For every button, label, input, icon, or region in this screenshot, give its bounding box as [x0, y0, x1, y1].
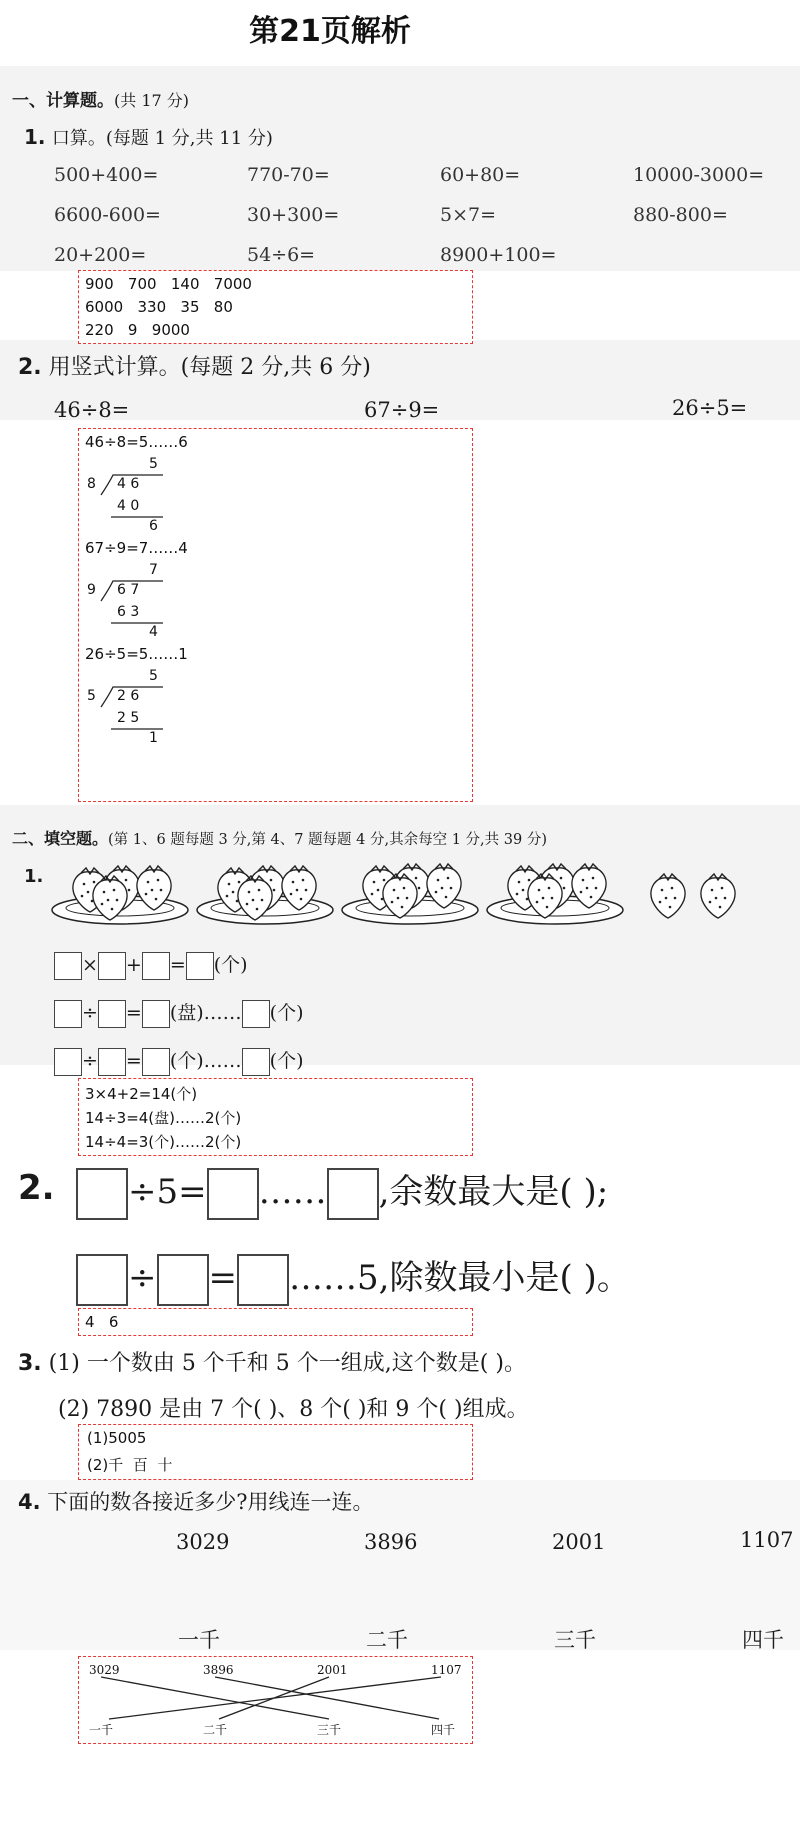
- blank-box[interactable]: [54, 1000, 82, 1028]
- blank-box[interactable]: [98, 952, 126, 980]
- equation-text: ……5,除数最小是( )。: [289, 1258, 631, 1298]
- quotient: 5: [149, 456, 158, 472]
- answer-line: 220 9 9000: [85, 321, 190, 339]
- answer-line: 3×4+2=14(个): [85, 1085, 198, 1103]
- blank-box[interactable]: [242, 1000, 270, 1028]
- blank-box[interactable]: [186, 952, 214, 980]
- dividend: 2 6: [117, 688, 140, 704]
- answer-number: 2001: [317, 1663, 348, 1677]
- blank-box[interactable]: [327, 1168, 379, 1220]
- blank-box[interactable]: [157, 1254, 209, 1306]
- operator: =: [125, 1002, 142, 1024]
- remainder: 4: [149, 624, 158, 640]
- quotient: 5: [149, 668, 158, 684]
- unit-label: (个): [269, 1002, 304, 1024]
- blank-box[interactable]: [207, 1168, 259, 1220]
- mental-item: 5×7=: [440, 204, 497, 226]
- blank-box[interactable]: [76, 1254, 128, 1306]
- box-equation-row-3: [54, 1046, 304, 1076]
- match-number[interactable]: 3029: [176, 1530, 230, 1554]
- box-equation-row-1: [54, 950, 248, 980]
- s1-q2-label: 2. 用竖式计算。(每题 2 分,共 6 分): [18, 355, 371, 380]
- equation-text: ÷: [128, 1258, 157, 1298]
- division-equation: 26÷5=5……1: [85, 645, 188, 663]
- answer-line: 900 700 140 7000: [85, 275, 252, 293]
- s2-q4-label: 4. 下面的数各接近多少?用线连一连。: [18, 1490, 374, 1514]
- section1-header: 一、计算题。(共 17 分): [12, 91, 190, 111]
- match-number[interactable]: 1107: [740, 1528, 794, 1552]
- match-line: [215, 1677, 439, 1719]
- mental-item: 20+200=: [54, 244, 147, 266]
- blank-box[interactable]: [54, 952, 82, 980]
- operator: ÷: [82, 1050, 98, 1072]
- operator: ×: [82, 954, 98, 976]
- section2-header: 二、填空题。(第 1、6 题每题 3 分,第 4、7 题每题 4 分,其余每空 1 分,共 39 分): [12, 829, 547, 848]
- equation-text: =: [208, 1258, 237, 1298]
- division-bracket-icon: [79, 681, 179, 741]
- page-title: 第21页解析: [249, 14, 411, 49]
- match-target[interactable]: 三千: [554, 1628, 596, 1652]
- s2-q3-part1: 3. (1) 一个数由 5 个千和 5 个一组成,这个数是( )。: [18, 1351, 526, 1376]
- unit-label: (个): [269, 1050, 304, 1072]
- blank-box[interactable]: [98, 1048, 126, 1076]
- s2-q2-line1: [76, 1164, 608, 1220]
- answer-line: (1)5005: [87, 1429, 147, 1447]
- s2-q2-line2: [76, 1250, 631, 1306]
- divisor: 9: [87, 582, 96, 598]
- match-target[interactable]: 四千: [742, 1628, 784, 1652]
- equation-text: ÷5=: [128, 1172, 207, 1212]
- unit-label: (盘)……: [169, 1002, 242, 1024]
- product: 6 3: [117, 604, 140, 620]
- blank-box[interactable]: [98, 1000, 126, 1028]
- mental-item: 30+300=: [247, 204, 340, 226]
- blank-box[interactable]: [142, 1000, 170, 1028]
- answer-target: 一千: [89, 1723, 114, 1737]
- product: 4 0: [117, 498, 140, 514]
- mental-item: 6600-600=: [54, 204, 161, 226]
- answer-number: 1107: [431, 1663, 462, 1677]
- equation-text: ,余数最大是( );: [378, 1172, 609, 1212]
- answer-number: 3896: [203, 1663, 234, 1677]
- mental-item: 770-70=: [247, 164, 330, 186]
- answer-line: 14÷4=3(个)……2(个): [85, 1133, 242, 1151]
- division-item: 26÷5=: [672, 396, 748, 420]
- match-number[interactable]: 3896: [364, 1530, 418, 1554]
- remainder: 1: [149, 730, 158, 746]
- divisor: 5: [87, 688, 96, 704]
- operator: =: [169, 954, 186, 976]
- answer-box-s2-q2: [78, 1308, 473, 1336]
- equation-text: ……: [258, 1172, 327, 1212]
- answer-target: 三千: [317, 1723, 342, 1737]
- match-target[interactable]: 二千: [366, 1628, 408, 1652]
- operator: =: [125, 1050, 142, 1072]
- answer-line: 14÷3=4(盘)……2(个): [85, 1109, 242, 1127]
- answer-target: 四千: [431, 1723, 456, 1737]
- division-item: 67÷9=: [364, 398, 440, 422]
- answer-box-s2-q4: [78, 1656, 473, 1744]
- division-bracket-icon: [79, 575, 179, 635]
- unit-label: (个)……: [169, 1050, 242, 1072]
- blank-box[interactable]: [54, 1048, 82, 1076]
- answer-line: 4 6: [85, 1313, 119, 1331]
- division-bracket-icon: [79, 469, 179, 529]
- answer-target: 二千: [203, 1723, 228, 1737]
- mental-item: 880-800=: [633, 204, 728, 226]
- blank-box[interactable]: [142, 952, 170, 980]
- operator: ÷: [82, 1002, 98, 1024]
- answer-line: 6000 330 35 80: [85, 298, 233, 316]
- dividend: 4 6: [117, 476, 140, 492]
- mental-item: 54÷6=: [247, 244, 316, 266]
- mental-item: 8900+100=: [440, 244, 557, 266]
- remainder: 6: [149, 518, 158, 534]
- division-equation: 46÷8=5……6: [85, 433, 188, 451]
- match-number[interactable]: 2001: [552, 1530, 606, 1554]
- strawberry-plates-illustration: [50, 856, 750, 936]
- quotient: 7: [149, 562, 158, 578]
- answer-line: (2)千 百 十: [87, 1456, 173, 1474]
- answer-box-s2-q1: [78, 1078, 473, 1156]
- answer-box-s2-q3: [78, 1424, 473, 1480]
- match-line: [109, 1677, 441, 1719]
- s2-q1-num: 1.: [24, 866, 44, 887]
- matching-lines: [79, 1657, 472, 1743]
- mental-item: 10000-3000=: [633, 164, 765, 186]
- match-line: [101, 1677, 329, 1719]
- division-item: 46÷8=: [54, 398, 130, 422]
- answer-number: 3029: [89, 1663, 120, 1677]
- blank-box[interactable]: [142, 1048, 170, 1076]
- unit-label: (个): [213, 954, 248, 976]
- match-target[interactable]: 一千: [178, 1628, 220, 1652]
- dividend: 6 7: [117, 582, 140, 598]
- product: 2 5: [117, 710, 140, 726]
- s2-q2-num: 2.: [18, 1168, 55, 1208]
- blank-box[interactable]: [237, 1254, 289, 1306]
- division-equation: 67÷9=7……4: [85, 539, 188, 557]
- operator: +: [125, 954, 142, 976]
- divisor: 8: [87, 476, 96, 492]
- mental-item: 60+80=: [440, 164, 521, 186]
- box-equation-row-2: [54, 998, 304, 1028]
- s1-q1-label: 1. 口算。(每题 1 分,共 11 分): [24, 125, 273, 149]
- blank-box[interactable]: [242, 1048, 270, 1076]
- mental-item: 500+400=: [54, 164, 159, 186]
- blank-box[interactable]: [76, 1168, 128, 1220]
- answer-box-s1-q1: [78, 270, 473, 344]
- answer-box-s1-q2: [78, 428, 473, 802]
- s2-q3-part2: (2) 7890 是由 7 个( )、8 个( )和 9 个( )组成。: [58, 1397, 529, 1422]
